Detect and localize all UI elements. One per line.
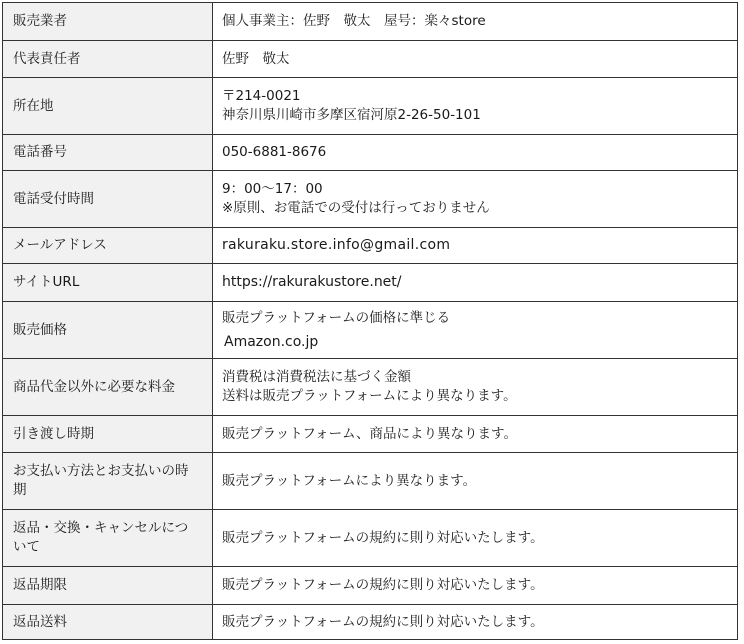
label-text: 販売業者	[13, 13, 67, 29]
label-text: 所在地	[13, 97, 54, 114]
label-text-cont: いて	[13, 539, 40, 555]
value-text: 個人事業主：佐野 敬太 屋号：楽々store	[222, 13, 486, 29]
row-value-seller	[213, 3, 738, 41]
table-row	[3, 3, 738, 41]
value-text: 佐野 敬太	[222, 50, 290, 67]
row-value-return-deadline	[213, 567, 738, 605]
row-label-delivery-time	[3, 416, 213, 453]
row-label-address	[3, 78, 213, 135]
table-row	[3, 359, 738, 416]
table-row	[3, 41, 738, 78]
label-text: 引き渡し時期	[13, 425, 94, 442]
label-text: 代表責任者	[13, 50, 81, 67]
row-label-return-shipping	[3, 605, 213, 640]
street-address: 神奈川県川崎市多摩区宿河原2-26-50-101	[222, 107, 481, 123]
label-text: サイトURL	[13, 274, 80, 290]
row-label-payment	[3, 453, 213, 510]
label-text: 返品・交換・キャンセルにつ	[13, 520, 189, 536]
shipping-note: 送料は販売プラットフォームにより異なります。	[222, 388, 517, 404]
table-row	[3, 416, 738, 453]
value-text: 販売プラットフォーム、商品により異なります。	[222, 425, 517, 442]
label-text: メールアドレス	[13, 237, 107, 253]
phone-number: 050-6881-8676	[222, 144, 327, 160]
label-text: お支払い方法とお支払いの時	[13, 463, 189, 479]
row-value-delivery-time	[213, 416, 738, 453]
table-row	[3, 264, 738, 302]
row-value-phone	[213, 135, 738, 171]
table-row	[3, 228, 738, 264]
site-url: https://rakurakustore.net/	[222, 274, 402, 290]
phone-note: ※原則、お電話での受付は行っておりません	[222, 200, 490, 216]
row-label-price	[3, 302, 213, 359]
row-value-price	[213, 302, 738, 359]
row-label-phone-hours	[3, 171, 213, 228]
value-text: 販売プラットフォームにより異なります。	[222, 472, 477, 489]
label-text-cont: 期	[13, 482, 27, 498]
row-value-extra-fees	[213, 359, 738, 416]
row-value-returns	[213, 510, 738, 567]
row-label-email	[3, 228, 213, 264]
row-value-payment	[213, 453, 738, 510]
row-label-extra-fees	[3, 359, 213, 416]
row-value-phone-hours	[213, 171, 738, 228]
table-row	[3, 302, 738, 359]
value-text: 販売プラットフォームの規約に則り対応いたします。	[222, 577, 544, 593]
row-label-return-deadline	[3, 567, 213, 605]
label-text: 返品期限	[13, 577, 67, 593]
postal-code: 〒214-0021	[222, 88, 301, 104]
value-text: 販売プラットフォームの規約に則り対応いたします。	[222, 529, 544, 546]
label-text: 販売価格	[13, 321, 67, 338]
business-hours: 9：00〜17：00	[222, 181, 323, 197]
label-text: 電話受付時間	[13, 190, 94, 207]
row-label-seller	[3, 3, 213, 41]
label-text: 電話番号	[13, 144, 67, 160]
label-text: 商品代金以外に必要な料金	[13, 378, 175, 395]
row-value-email	[213, 228, 738, 264]
table-row	[3, 510, 738, 567]
row-label-phone	[3, 135, 213, 171]
row-value-address	[213, 78, 738, 135]
tax-note: 消費税は消費税法に基づく金額	[222, 369, 411, 385]
table-row	[3, 567, 738, 605]
platform-name: Amazon.co.jp	[224, 333, 319, 350]
row-value-site-url	[213, 264, 738, 302]
table-row	[3, 135, 738, 171]
table-row	[3, 78, 738, 135]
legal-info-table	[2, 2, 738, 640]
row-label-representative	[3, 41, 213, 78]
row-value-return-shipping	[213, 605, 738, 640]
email-address: rakuraku.store.info@gmail.com	[222, 237, 451, 253]
row-label-site-url	[3, 264, 213, 302]
row-label-returns	[3, 510, 213, 567]
table-row	[3, 605, 738, 640]
row-value-representative	[213, 41, 738, 78]
value-text: 販売プラットフォームの規約に則り対応いたします。	[222, 613, 544, 630]
label-text: 返品送料	[13, 613, 67, 630]
price-policy: 販売プラットフォームの価格に準じる	[222, 309, 451, 326]
table-row	[3, 453, 738, 510]
table-row	[3, 171, 738, 228]
